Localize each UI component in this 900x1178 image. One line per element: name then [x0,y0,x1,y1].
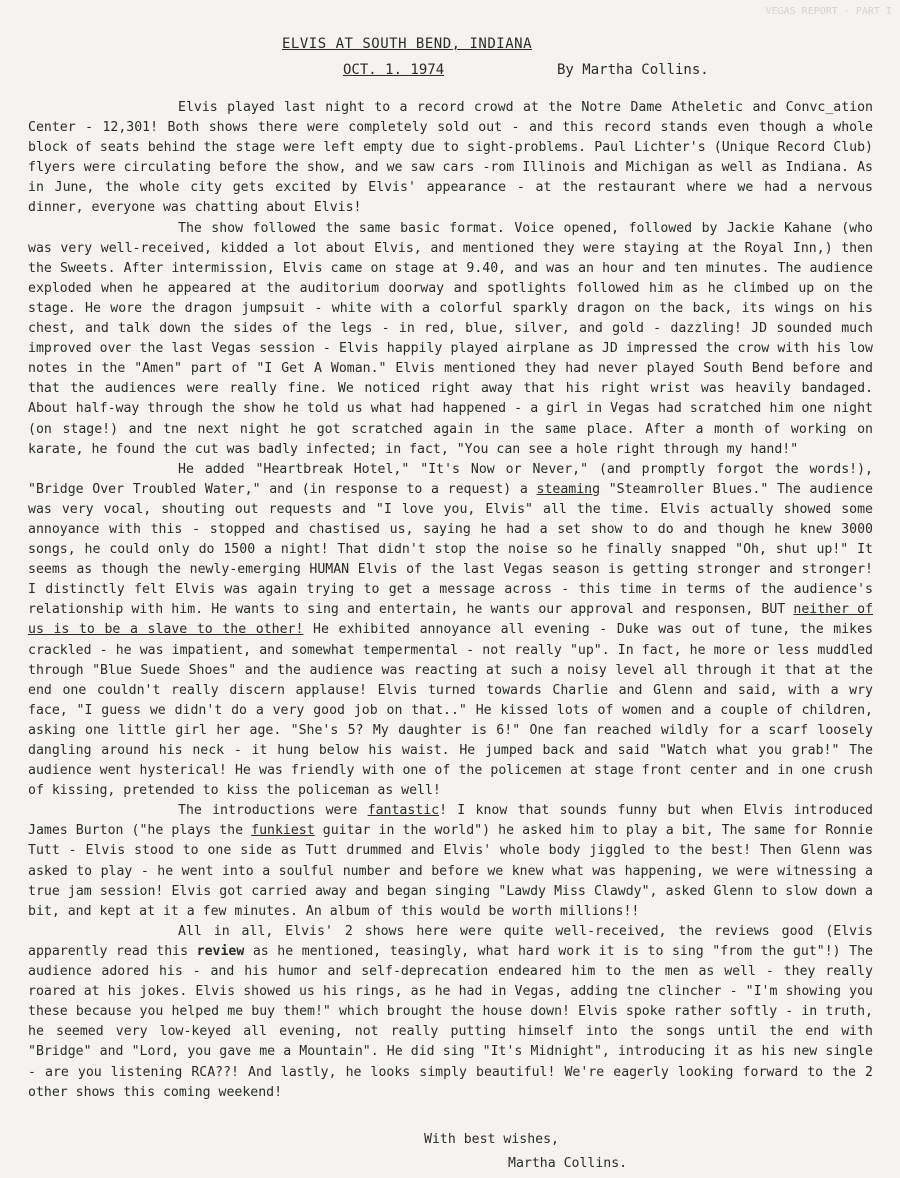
closing-salutation: With best wishes, [424,1132,559,1147]
underlined-fantastic: fantastic [367,803,440,819]
paragraph-5-text-b: as he mentioned, teasingly, what hard work it is to sing "from the gut"!) The audience adored his - and his humor and self-deprecation endeared him to the men as well - they really roared at his jokes. Elvis showed us his rings, as he had in Vegas, adding tne clincher - "I'm showing you these because you helped me buy them!" which brought the house down! Elvis spoke rather softly - in truth, he seemed very low-keyed all evening, not really putting himself into the songs until the end with "Bridge" and "Lord, you gave me a Mountain". He did sing "It's Midnight", introducing it as his new single - are you listening RCA??! And lastly, he looks simply beautiful! We're eagerly looking forward to the 2 other shows this coming weekend! [28,943,873,1100]
paragraph-2: The show followed the same basic format. Voice opened, followed by Jackie Kahane (who was very well-received, kidded a lot about Elvis, and mentioned they were staying at the Royal Inn,) then the Sweets. After intermission, Elvis came on stage at 9.40, and was an hour and ten minutes. The audience exploded when he appeared at the auditorium doorway and spotlights followed him as he climbed up on the stage. He wore the dragon jumpsuit - white with a colorful sparkly dragon on the back, its wings on his chest, and talk down the sides of the legs - in red, blue, silver, and gold - dazzling! JD sounded much improved over the last Vegas session - Elvis happily played airplane as JD impressed the crow with his low notes in the "Amen" part of "I Get A Woman." Elvis mentioned they had never played South Bend before and that the audiences were really fine. We noticed right away that his right wrist was heavily bandaged. About half-way through the show he told us what had happened - a girl in Vegas had scratched him one night (on stage!) and tne next night he got scratched again in the same place. After a month of working on karate, he found the cut was badly infected; in fact, "You can see a hole right through my hand!" [28,220,873,457]
paragraph-3-text-b: "Steamroller Blues." The audience was very vocal, shouting out requests and "I love you, Elvis" all the time. Elvis actually showed some annoyance with this - stopped and chastised us, saying he had a set show to do and though he knew 3000 songs, he could only do 1500 a night! That didn't stop the noise so he finally snapped "Oh, shut up!" It seems as though the newly-emerging HUMAN Elvis of the last Vegas season is getting stronger and stronger! I distinctly felt Elvis was again trying to get a message across - this time in terms of the audience's relationship with him. He wants to sing and entertain, he wants our approval and responsen, BUT [28,481,873,618]
underlined-funkiest: funkiest [251,823,315,839]
paragraph-4-text-a: The introductions were [178,803,368,819]
paragraph-4-text-b: ! I know that sounds funny but when Elvis introduced James Burton ("he plays the [28,803,873,839]
paragraph-5-text-a: All in all, Elvis' 2 shows here were quite well-received, the reviews good (Elvis apparently read this [28,923,873,959]
paragraph-4-text-c: guitar in the world") he asked him to play a bit, The same for Ronnie Tutt - Elvis stood to one side as Tutt drummed and Elvis' whole body jiggled to the best! Then Glenn was asked to play - he went into a soulful number and before we knew what was happening, we were witnessing a true jam session! Elvis got carried away and began singing "Lawdy Miss Clawdy", asked Glenn to slow down a bit, and kept at it a few minutes. An album of this would be worth millions!! [28,823,873,919]
paragraph-3 [28,460,873,802]
paragraph-4 [28,801,873,922]
letter-body [28,98,873,1103]
paragraph-1: Elvis played last night to a record crowd at the Notre Dame Atheletic and Convc_ation Center - 12,301! Both shows there were completely sold out - and this record stands even though a whole block of seats behind the stage were left empty due to sight-problems. Paul Lichter's (Unique Record Club) flyers were circulating before the show, and we saw cars -rom Illinois and Michigan as well as Indiana. As in June, the whole city gets excited by Elvis' appearance - at the restaurant where we had a nervous dinner, everyone was chatting about Elvis! [28,100,873,216]
bold-review: review [196,943,245,959]
document-date: OCT. 1. 1974 [343,62,445,78]
document-title: ELVIS AT SOUTH BEND, INDIANA [282,36,533,52]
paragraph-5 [28,922,873,1103]
paragraph-3-text-a: He added "Heartbreak Hotel," "It's Now or Never," (and promptly forgot the words!), "Bridge Over Troubled Water," and (in response to a request) a [28,461,873,497]
signature: Martha Collins. [508,1156,628,1171]
byline: By Martha Collins. [557,62,709,78]
underlined-steaming: steaming [536,481,601,497]
underlined-slave-phrase: neither of us is to be a slave to the other! [28,602,873,638]
bleed-through-text: VEGAS REPORT - PART I [765,6,892,17]
paragraph-3-text-c: He exhibited annoyance all evening - Duke was out of tune, the mikes crackled - he was impatient, and somewhat tempermental - not really "up". In fact, he more or less muddled through "Blue Suede Shoes" and the audience was reacting at such a noisy level all through it that at the end one couldn't really discern applause! Elvis turned towards Charlie and Glenn and said, with a wry face, "I guess we didn't do a very good job on that.." He kissed lots of women and a couple of children, asking one little girl her age. "She's 5? My daughter is 6!" One fan reached wildly for a scarf loosely dangling around his neck - it hung below his waist. He jumped back and said "Watch what you grab!" The audience went hysterical! He was friendly with one of the policemen at stage front center and in one crush of kissing, pretended to kiss the policeman as well! [28,622,873,799]
